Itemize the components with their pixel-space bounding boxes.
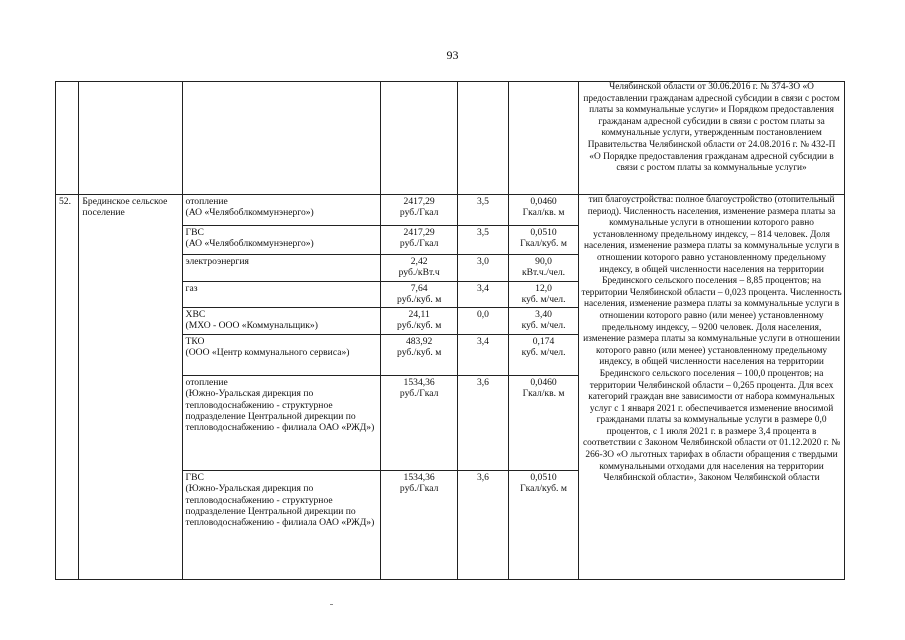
page-number: 93 [446,48,459,62]
service-tariff: 2417,29 руб./Гкал [381,195,458,226]
service-tariff: 1534,36 руб./Гкал [381,470,458,579]
table-row [56,195,845,226]
service-tariff: 1534,36 руб./Гкал [381,375,458,470]
table-cell [56,82,79,195]
service-name: отопление (Южно-Уральская дирекция по тепловодоснабжению - структурное подразделение Центральной дирекции по тепловодоснабжению - филиала ОАО «РЖД») [182,375,381,470]
service-norm: 0,0510 Гкал/куб. м [508,226,578,255]
service-norm: 3,40 куб. м/чел. [508,307,578,334]
table-cell [381,82,458,195]
tariff-table [55,81,845,580]
table-row [56,82,845,195]
scan-mark [330,604,333,605]
table-cell [508,82,578,195]
row-52-group [56,195,845,580]
service-tariff: 483,92 руб./куб. м [381,334,458,375]
table-cell [457,82,508,195]
table-cell [182,82,381,195]
service-name: ГВС (Южно-Уральская дирекция по тепловодоснабжению - структурное подразделение Центральной дирекции по тепловодоснабжению - филиала ОАО «РЖД») [182,470,381,579]
service-index: 3,6 [457,375,508,470]
service-tariff: 24,11 руб./куб. м [381,307,458,334]
legal-basis-text: Челябинской области от 30.06.2016 г. № 374-ЗО «О предоставлении гражданам адресной субсидии в связи с ростом платы за коммунальные услуги» и Порядком предоставления гражданам адресной субсидии в связи с ростом платы за коммунальные услуги, утвержденным постановлением Правительства Челябинской области от 24.08.2016 г. № 432-П «О Порядке предоставления гражданам адресной субсидии в связи с ростом платы за коммунальные услуги» [579,82,845,195]
service-index: 3,4 [457,282,508,308]
service-index: 3,4 [457,334,508,375]
service-norm: 0,174 куб. м/чел. [508,334,578,375]
service-norm: 0,0510 Гкал/куб. м [508,470,578,579]
service-tariff: 2,42 руб./кВт.ч [381,255,458,282]
service-name: электроэнергия [182,255,381,282]
service-name: ТКО (ООО «Центр коммунального сервиса») [182,334,381,375]
service-name: ХВС (МХО - ООО «Коммунальщик») [182,307,381,334]
service-index: 3,6 [457,470,508,579]
population-summary-text: тип благоустройства: полное благоустройство (отопительный период). Численность населения, изменение размера платы за коммунальные услуги в отношении которого равно установленному предельному индексу, – 814 человек. Доля населения, изменение размера платы за коммунальные услуги в отношении которого равно установленному предельному индексу, в общей численности населения на территории Брединского сельского поселения – 8,85 процентов; на территории Челябинской области – 0,023 процента. Численность населения, изменение размера платы за коммунальные услуги в отношении которого равно (или менее) установленному предельному индексу, – 9200 человек. Доля населения, изменение размера платы за коммунальные услуги в отношении которого равно (или менее) установленному предельному индексу, в общей численности населения на территории Брединского сельского поселения – 100,0 процентов; на территории Челябинской области – 0,265 процента. Для всех категорий граждан вне зависимости от набора коммунальных услуг с 1 января 2021 г. обеспечивается изменение вносимой гражданами платы за коммунальные услуги в размере 0,0 процентов, с 1 июля 2021 г. в размере 3,4 процента в соответствии с Законом Челябинской области от 01.12.2020 г. № 266-ЗО «О льготных тарифах в области обращения с твердыми коммунальными отходами для населения на территории Челябинской области», Законом Челябинской области [579,195,845,580]
service-norm: 0,0460 Гкал/кв. м [508,195,578,226]
service-index: 3,5 [457,226,508,255]
service-norm: 0,0460 Гкал/кв. м [508,375,578,470]
table-cell [79,82,182,195]
service-norm: 12,0 куб. м/чел. [508,282,578,308]
service-norm: 90,0 кВт.ч./чел. [508,255,578,282]
service-tariff: 2417,29 руб./Гкал [381,226,458,255]
service-name: отопление (АО «Челябоблкоммунэнерго») [182,195,381,226]
service-index: 0,0 [457,307,508,334]
row-number: 52. [56,195,79,580]
service-index: 3,0 [457,255,508,282]
service-name: ГВС (АО «Челябоблкоммунэнерго») [182,226,381,255]
service-name: газ [182,282,381,308]
service-index: 3,5 [457,195,508,226]
service-tariff: 7,64 руб./куб. м [381,282,458,308]
settlement-name: Брединское сельское поселение [79,195,182,580]
